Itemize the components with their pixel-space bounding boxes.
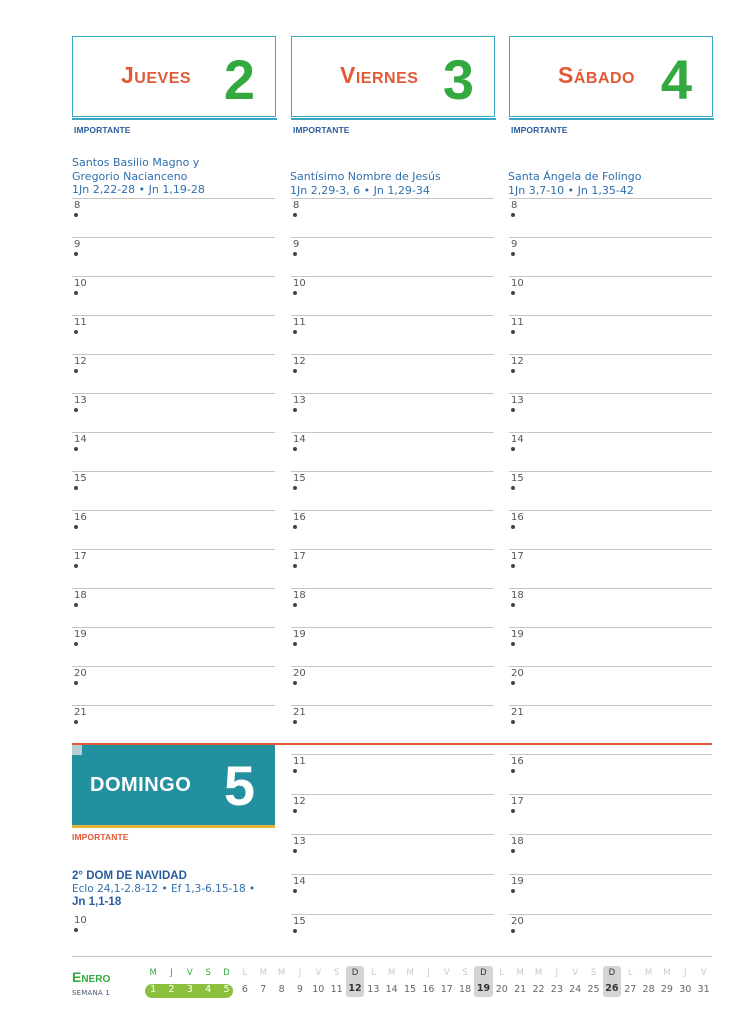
calendar-day[interactable] (621, 966, 639, 997)
bullet-icon (293, 447, 297, 451)
hour-label: 15 (511, 473, 524, 484)
day-number: 23 (550, 984, 563, 995)
day-number: 24 (569, 984, 582, 995)
calendar-day[interactable] (584, 966, 602, 997)
saint-of-day (508, 170, 708, 197)
day-number: 16 (422, 984, 435, 995)
day-name: DOMINGO (90, 774, 192, 796)
hour-label: 12 (74, 356, 87, 367)
hour-slot[interactable] (509, 666, 712, 679)
hour-slot[interactable] (291, 432, 494, 445)
bullet-icon (511, 525, 515, 529)
day-number: 1 (150, 984, 157, 995)
hour-label: 14 (511, 434, 524, 445)
hour-label: 8 (511, 200, 518, 211)
weekday-letter: M (534, 968, 543, 978)
weekday-letter: M (259, 968, 267, 978)
bullet-icon (293, 525, 297, 529)
bullet-icon (74, 642, 78, 646)
weekday-letter: L (242, 968, 248, 978)
hour-label: 21 (293, 707, 306, 718)
hour-label: 8 (74, 200, 81, 211)
hour-slot[interactable] (291, 874, 494, 887)
saint-name: Santísimo Nombre de Jesús (290, 170, 441, 183)
week-label: SEMANA 1 (72, 989, 110, 997)
day-name: Jueves (121, 62, 192, 88)
hour-label: 21 (511, 707, 524, 718)
bullet-icon (293, 720, 297, 724)
day-header-friday (291, 36, 495, 117)
hour-label: 12 (293, 796, 306, 807)
calendar-day[interactable] (383, 966, 401, 997)
hour-label: 11 (293, 756, 306, 767)
bullet-icon (511, 929, 515, 933)
readings: 1Jn 2,22-28 • Jn 1,19-28 (72, 183, 205, 196)
weekday-letter: S (462, 968, 468, 978)
weekday-letter: M (388, 968, 396, 978)
day-number: 30 (679, 984, 692, 995)
calendar-day[interactable] (493, 966, 511, 997)
hour-slot[interactable] (72, 666, 275, 679)
weekday-letter: D (474, 966, 492, 981)
weekday-letter: V (186, 968, 193, 978)
calendar-day[interactable] (658, 966, 676, 997)
hour-label: 11 (511, 317, 524, 328)
calendar-day[interactable] (401, 966, 419, 997)
hour-label: 20 (293, 668, 306, 679)
day-number: 9 (296, 984, 303, 995)
hour-label: 9 (74, 239, 81, 250)
bullet-icon (511, 849, 515, 853)
hour-slot[interactable] (509, 914, 712, 927)
month-label: Enero (72, 969, 111, 985)
calendar-day[interactable] (603, 966, 621, 997)
day-number: 31 (697, 984, 710, 995)
weekday-letter: M (406, 968, 414, 978)
bullet-icon (293, 603, 297, 607)
hour-slot[interactable] (291, 627, 494, 640)
weekday-letter: M (277, 968, 286, 978)
sunday-gospel: Jn 1,1-18 (72, 896, 122, 908)
hour-label: 18 (74, 590, 87, 601)
hour-slot[interactable] (72, 432, 275, 445)
bullet-icon (293, 213, 297, 217)
hour-label: 12 (511, 356, 524, 367)
bullet-icon (74, 603, 78, 607)
weekday-letter: M (149, 968, 157, 978)
saint-of-day (72, 156, 272, 197)
calendar-day[interactable] (695, 966, 713, 997)
readings: 1Jn 2,29-3, 6 • Jn 1,29-34 (290, 183, 430, 197)
hour-slot[interactable] (72, 354, 275, 367)
bullet-icon (74, 928, 78, 932)
bullet-icon (511, 564, 515, 568)
bullet-icon (511, 447, 515, 451)
calendar-day[interactable] (364, 966, 382, 997)
hour-label: 10 (511, 278, 524, 289)
hour-label: 19 (511, 876, 524, 887)
day-number: 13 (367, 984, 380, 995)
calendar-day[interactable] (346, 966, 364, 997)
hour-label: 15 (293, 916, 306, 927)
weekday-letter: D (346, 966, 364, 981)
hour-label: 14 (74, 434, 87, 445)
hour-slot[interactable] (291, 354, 494, 367)
hour-label: 19 (293, 629, 306, 640)
saint-name: Santos Basilio Magno y Gregorio Nacianceno (72, 156, 200, 183)
day-number: 7 (260, 984, 267, 995)
hour-label: 10 (74, 278, 87, 289)
hour-slot[interactable] (509, 198, 712, 211)
bullet-icon (74, 486, 78, 490)
hour-slot[interactable] (72, 627, 275, 640)
day-number: 12 (346, 981, 364, 997)
weekday-letter: D (603, 966, 621, 981)
calendar-day[interactable] (639, 966, 657, 997)
bullet-icon (293, 486, 297, 490)
bullet-icon (74, 564, 78, 568)
hour-slot[interactable] (291, 914, 494, 927)
bullet-icon (293, 769, 297, 773)
saint-of-day (290, 170, 490, 197)
bullet-icon (293, 369, 297, 373)
bullet-icon (74, 213, 78, 217)
hour-label: 8 (293, 200, 300, 211)
day-number: 29 (660, 984, 673, 995)
hour-slot[interactable] (509, 237, 712, 250)
weekday-letter: S (205, 968, 211, 978)
hour-slot[interactable] (291, 393, 494, 406)
weekday-letter: S (333, 968, 340, 978)
day-number: 2 (168, 984, 175, 995)
weekday-letter: S (590, 968, 597, 978)
hour-label: 9 (511, 239, 518, 250)
hour-label: 13 (74, 395, 87, 406)
weekday-letter: L (499, 968, 505, 978)
bullet-icon (511, 769, 515, 773)
importante-label: IMPORTANTE (293, 125, 350, 135)
bullet-icon (293, 252, 297, 256)
hour-label: 16 (511, 756, 524, 767)
hour-slot[interactable] (509, 471, 712, 484)
day-number: 17 (440, 984, 453, 995)
bullet-icon (74, 291, 78, 295)
hour-label: 11 (293, 317, 306, 328)
bullet-icon (511, 252, 515, 256)
calendar-day[interactable] (419, 966, 437, 997)
day-header-sunday (72, 745, 275, 827)
weekday-letter: L (370, 968, 376, 978)
day-number: 5 (223, 984, 230, 995)
day-number: 5 (223, 754, 255, 817)
bullet-icon (74, 369, 78, 373)
hour-slot[interactable] (509, 510, 712, 523)
hour-slot[interactable] (72, 315, 275, 328)
calendar-day[interactable] (548, 966, 566, 997)
hour-slot[interactable] (291, 510, 494, 523)
calendar-day[interactable] (217, 966, 235, 997)
weekday-letter: M (644, 968, 653, 978)
calendar-day[interactable] (272, 966, 290, 997)
hour-slot[interactable] (291, 754, 494, 767)
hour-slot[interactable] (291, 794, 494, 807)
calendar-day[interactable] (456, 966, 474, 997)
day-number: 2 (223, 48, 255, 111)
bullet-icon (293, 330, 297, 334)
bullet-icon (511, 642, 515, 646)
hour-slot[interactable] (72, 198, 275, 211)
day-number: 6 (241, 984, 248, 995)
hour-label: 17 (293, 551, 306, 562)
bullet-icon (511, 291, 515, 295)
hour-slot[interactable] (291, 666, 494, 679)
hour-slot[interactable] (72, 510, 275, 523)
weekday-letter: L (627, 968, 633, 978)
hour-label: 17 (74, 551, 87, 562)
day-header-saturday (509, 36, 713, 117)
hour-label: 20 (511, 668, 524, 679)
bullet-icon (293, 291, 297, 295)
day-number: 21 (514, 984, 527, 995)
importante-label: IMPORTANTE (72, 832, 129, 842)
bullet-icon (74, 252, 78, 256)
weekday-letter: V (315, 968, 322, 978)
day-number: 28 (642, 984, 655, 995)
weekday-letter: M (663, 968, 671, 978)
sunday-liturgy (72, 870, 277, 909)
hour-label: 15 (74, 473, 87, 484)
hour-slot[interactable] (291, 705, 494, 718)
day-number: 3 (442, 48, 474, 111)
calendar-day[interactable] (511, 966, 529, 997)
calendar-day[interactable] (566, 966, 584, 997)
day-name: Sábado (558, 62, 636, 88)
hour-slot[interactable] (509, 794, 712, 807)
hour-label: 19 (74, 629, 87, 640)
bullet-icon (511, 213, 515, 217)
saint-name: Santa Ángela de Folingo (508, 170, 642, 183)
hour-slot[interactable] (509, 874, 712, 887)
hour-label: 10 (293, 278, 306, 289)
hour-slot[interactable] (509, 754, 712, 767)
hour-slot[interactable] (72, 588, 275, 601)
hour-label: 20 (511, 916, 524, 927)
weekday-letter: J (298, 968, 302, 978)
hour-slot[interactable] (509, 393, 712, 406)
day-number: 18 (459, 984, 472, 995)
hour-slot[interactable] (291, 471, 494, 484)
bullet-icon (74, 720, 78, 724)
calendar-day[interactable] (199, 966, 217, 997)
hour-slot[interactable] (291, 198, 494, 211)
hour-slot[interactable] (509, 432, 712, 445)
day-number: 10 (312, 984, 325, 995)
calendar-day[interactable] (474, 966, 492, 997)
sunday-underline (72, 825, 275, 828)
bullet-icon (511, 603, 515, 607)
hour-label: 19 (511, 629, 524, 640)
bullet-icon (74, 447, 78, 451)
day-number: 8 (278, 984, 285, 995)
bullet-icon (293, 809, 297, 813)
hour-label: 13 (293, 395, 306, 406)
bullet-icon (74, 408, 78, 412)
day-number: 26 (603, 981, 621, 997)
bullet-icon (293, 564, 297, 568)
hour-slot[interactable] (72, 549, 275, 562)
hour-label: 14 (293, 876, 306, 887)
day-number: 14 (385, 984, 398, 995)
hour-label: 10 (74, 915, 87, 926)
importante-label: IMPORTANTE (74, 125, 131, 135)
corner-square-icon (72, 745, 82, 755)
calendar-day[interactable] (676, 966, 694, 997)
weekday-letter: V (443, 968, 450, 978)
day-header-thursday (72, 36, 276, 117)
calendar-day[interactable] (181, 966, 199, 997)
weekday-letter: J (427, 968, 430, 978)
bullet-icon (511, 681, 515, 685)
hour-label: 17 (511, 551, 524, 562)
weekday-letter: J (170, 968, 173, 978)
bullet-icon (293, 408, 297, 412)
footer-divider (72, 956, 712, 957)
weekday-letter: V (572, 968, 579, 978)
weekday-letter: J (684, 968, 687, 978)
hour-label: 13 (511, 395, 524, 406)
hour-label: 18 (293, 590, 306, 601)
hour-slot[interactable] (72, 237, 275, 250)
hour-slot[interactable] (509, 354, 712, 367)
hour-label: 16 (74, 512, 87, 523)
bullet-icon (511, 486, 515, 490)
bullet-icon (74, 330, 78, 334)
hour-slot[interactable] (509, 588, 712, 601)
day-number: 19 (474, 981, 492, 997)
calendar-day[interactable] (328, 966, 346, 997)
bullet-icon (511, 809, 515, 813)
hour-label: 18 (511, 590, 524, 601)
day-number: 15 (403, 984, 417, 995)
hour-label: 13 (293, 836, 306, 847)
day-number: 22 (532, 984, 545, 995)
hour-label: 9 (293, 239, 300, 250)
bullet-icon (293, 929, 297, 933)
bullet-icon (74, 525, 78, 529)
weekday-letter: V (700, 968, 707, 978)
sunday-readings: Eclo 24,1-2.8-12 • Ef 1,3-6.15-18 • (72, 883, 256, 895)
hour-label: 20 (74, 668, 87, 679)
bullet-icon (293, 642, 297, 646)
calendar-day[interactable] (309, 966, 327, 997)
hour-slot[interactable] (509, 315, 712, 328)
hour-label: 18 (511, 836, 524, 847)
hour-label: 11 (74, 317, 87, 328)
day-name: Viernes (340, 62, 419, 88)
hour-slot[interactable] (291, 237, 494, 250)
bullet-icon (293, 849, 297, 853)
bullet-icon (511, 408, 515, 412)
hour-label: 16 (293, 512, 306, 523)
hour-slot[interactable] (509, 705, 712, 718)
day-number: 25 (587, 984, 600, 995)
weekday-letter: M (516, 968, 524, 978)
day-number: 4 (205, 984, 212, 995)
hour-slot[interactable] (509, 549, 712, 562)
weekday-letter: D (223, 968, 230, 978)
hour-label: 16 (511, 512, 524, 523)
readings: 1Jn 3,7-10 • Jn 1,35-42 (508, 183, 634, 197)
bullet-icon (74, 681, 78, 685)
hour-slot[interactable] (291, 276, 494, 289)
hour-slot[interactable] (509, 627, 712, 640)
hour-slot[interactable] (72, 471, 275, 484)
hour-slot[interactable] (509, 276, 712, 289)
calendar-day[interactable] (254, 966, 272, 997)
bullet-icon (511, 369, 515, 373)
calendar-day[interactable] (162, 966, 180, 997)
calendar-day[interactable] (236, 966, 254, 997)
calendar-day[interactable] (529, 966, 547, 997)
hour-slot[interactable] (291, 834, 494, 847)
calendar-day[interactable] (438, 966, 456, 997)
hour-label: 17 (511, 796, 524, 807)
hour-label: 15 (293, 473, 306, 484)
day-number: 20 (495, 984, 508, 995)
hour-slot[interactable] (291, 588, 494, 601)
bullet-icon (293, 889, 297, 893)
bullet-icon (511, 330, 515, 334)
importante-label: IMPORTANTE (511, 125, 568, 135)
hour-slot[interactable] (509, 834, 712, 847)
day-number: 4 (660, 48, 692, 111)
hour-label: 21 (74, 707, 87, 718)
day-number: 11 (330, 984, 343, 995)
hour-label: 12 (293, 356, 306, 367)
bullet-icon (511, 889, 515, 893)
calendar-day[interactable] (144, 966, 162, 997)
sunday-title: 2° DOM DE NAVIDAD (72, 870, 187, 882)
day-number: 27 (624, 984, 637, 995)
hour-slot[interactable] (72, 276, 275, 289)
hour-slot[interactable] (291, 549, 494, 562)
day-number: 3 (186, 984, 193, 995)
weekday-letter: J (555, 968, 559, 978)
hour-slot[interactable] (72, 393, 275, 406)
hour-slot[interactable] (72, 705, 275, 718)
hour-label: 14 (293, 434, 306, 445)
calendar-day[interactable] (291, 966, 309, 997)
bullet-icon (511, 720, 515, 724)
bullet-icon (293, 681, 297, 685)
hour-slot[interactable] (291, 315, 494, 328)
